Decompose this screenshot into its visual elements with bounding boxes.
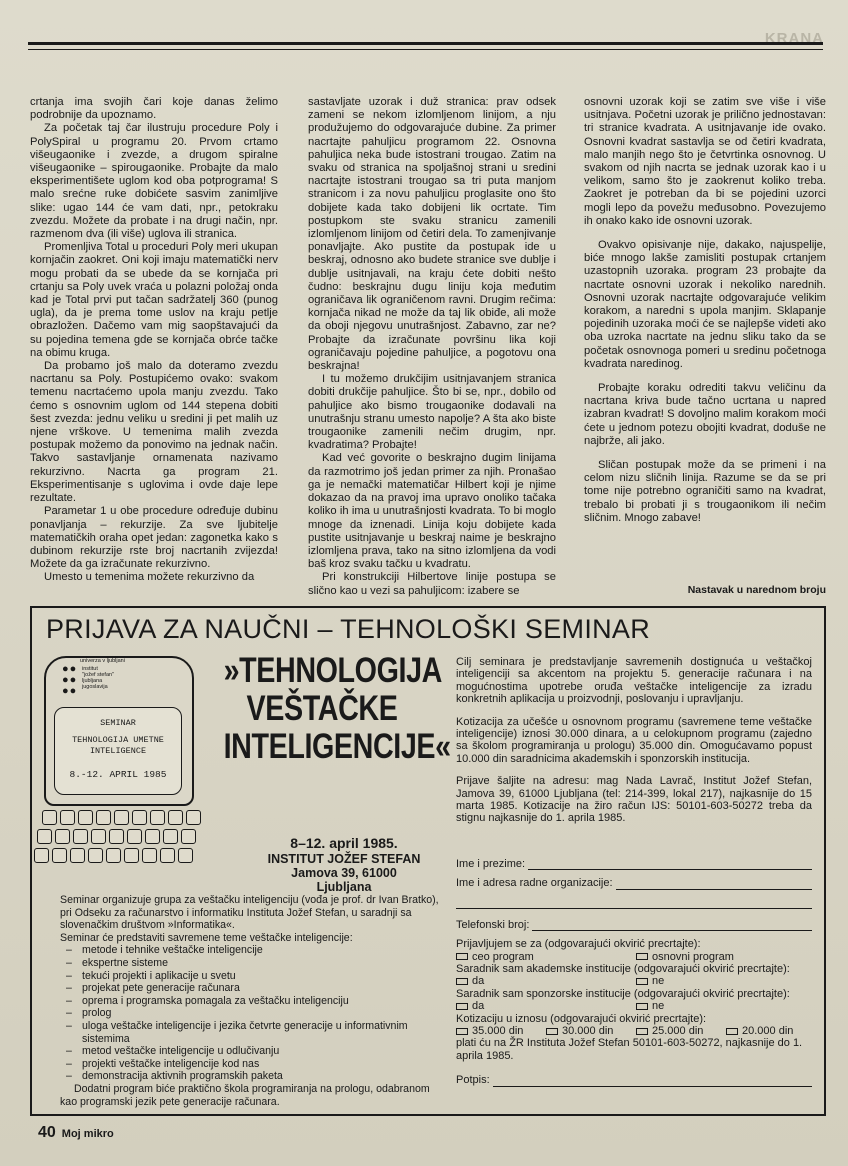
fee-option-1[interactable] <box>456 1025 546 1037</box>
checkbox-icon[interactable] <box>546 1028 558 1035</box>
program-intro: Seminar organizuje grupa za veštačku inteligenciju (vođa je prof. dr Ivan Bratko), pri Odseku za računarstvo i informatiku Instituta Jožef Stefan, u saradnji sa slovenačkim društvom »Informatika«. <box>60 894 439 932</box>
option-label: 20.000 din <box>742 1025 794 1038</box>
continued-note: Nastavak u narednom broju <box>687 584 826 596</box>
paragraph: I tu možemo drukčijim usitnjavanjem stranica dobiti drukčije pahuljice. Što bi se, npr., dobilo od pahuljice ako bismo trougaonike dodavali na unutrašnju stranu umesto napolje? A šta ako biste trougaonike zamenili nečim drugim, npr. kvadratima? Probajte! <box>308 373 556 452</box>
event-address: Jamova 39, 61000 Ljubljana <box>291 866 397 894</box>
checkbox-icon[interactable] <box>456 1003 468 1010</box>
list-item: – demonstracija aktivnih programskih paketa <box>60 1070 440 1083</box>
article-column-3 <box>584 96 826 525</box>
list-item: – projekti veštačke inteligencije kod nas <box>60 1058 440 1071</box>
paragraph: Parametar 1 u obe procedure određuje dubinu ponavljanja – rekurzije. Za sve ljubitelje matematičkih oraha opet jedan: zagonetka kako s dubinom rekurzije rste broj nacrtanih zvijezda! Možete da ga izračunate rekurzivno. <box>30 505 278 571</box>
form-title: PRIJAVA ZA NAUČNI – TEHNOLOŠKI SEMINAR <box>46 614 651 644</box>
fee-note: plati ću na ŽR Instituta Jožef Stefan 50101-603-50272, najkasnije do 1. aprila 1985. <box>456 1037 803 1062</box>
logo-dots-icon: ●● ●● ●● <box>62 663 78 697</box>
paragraph: Probajte koraku odrediti takvu veličinu da nacrtana kriva bude tačno ucrtana u napred izabran kvadrat! S dovoljno malim korakom moći ćete u jednom potezu obojiti kvadrat, doduše ne najbrže, ali jako. <box>584 382 826 447</box>
paragraph: crtanja ima svojih čari koje danas želimo podrobnije da upoznamo. <box>30 96 278 122</box>
paragraph: sastavljate uzorak i duž stranica: prav odsek zameni se nekom izlomljenom linijom, a nju produžujemo do odgovarajuće dubine. Za primer nacrtajte pahuljicu programom 22. Osnovna pahuljica neka bude istostrani trougao. Zatim na svaku od stranica na spoljašnoj strani u sredini nacrtajte istostrani trougao sa tri puta manjom stranicom i za novu pahuljicu proglasite ono što dobijete kada tako dobijeni lik ocrtate. Tim postupkom ste svaku stranicu zamenili izlomljenom linijom od četiri dela. To zamenjivanje ponavljajte. Ako pustite da postupak ide u beskraj, odnosno ako budete stranice sve dublje i dublje usitnjavali, na kraju ćete dobiti nešto čudno: beskrajnu dugu liniju koja međutim ograničava lik ograničenom ravni. Drugim rečima: kornjača nikad ne može da taj lik obiđe, ali može da oboji njegovu unutrašnjost. Zabavno, zar ne? Probajte da izračunate površinu lika koji ograničavaju pojedine pahuljice, a pogotovu ona beskrajna! <box>308 96 556 373</box>
paragraph: osnovni uzorak koji se zatim sve više i više usitnjava. Početni uzorak je prilično jednostavan: tri stranice kvadrata. A usitnjavanje ide ovako. Osnovni kvadrat sastavlja se od četiri kvadrata, malo manjih nego što je četvrtinka osnovnog. U svakom od njih nacrta se jednak uzorak kao i u velikom, samo što je zaokrenut koliko treba. Zaokret je potreban da bi se pojedini uzorci mogli lepo da povežu međusobno. Povezujemo ih onako kako ide osnovni uzorak. <box>584 96 826 227</box>
logo-line: institut <box>82 666 98 672</box>
fee-label: Kotizaciju u iznosu (odgovarajući okvirić precrtajte): <box>456 1012 707 1025</box>
name-input-line[interactable] <box>528 860 812 870</box>
topic-list <box>60 944 440 1083</box>
key-icon <box>55 829 70 844</box>
page-number: 40 <box>38 1124 56 1141</box>
key-icon <box>142 848 157 863</box>
key-icon <box>163 829 178 844</box>
logo-top-text: univerza v ljubljani <box>80 658 125 664</box>
sponsor-options <box>456 1000 812 1012</box>
option-label: 30.000 din <box>562 1025 614 1038</box>
program-lead: Seminar će predstaviti savremene teme veštačke inteligencije: <box>60 931 353 944</box>
event-institute: INSTITUT JOŽEF STEFAN <box>267 852 421 866</box>
phone-input-line[interactable] <box>532 921 812 931</box>
logo-line: jugoslavija <box>82 684 108 690</box>
sponsor-no[interactable] <box>636 1000 664 1012</box>
key-icon <box>186 810 201 825</box>
key-icon <box>132 810 147 825</box>
organization-field[interactable] <box>456 877 812 889</box>
magazine-name: Moj mikro <box>61 1128 114 1140</box>
seminar-big-title: »TEHNOLOGIJA VEŠTAČKE INTELIGENCIJE« <box>223 651 451 766</box>
checkbox-icon[interactable] <box>456 1028 468 1035</box>
option-label: ne <box>652 975 665 988</box>
paragraph: Ovakvo opisivanje nije, dakako, najuspelije, biće mnogo lakše zamisliti postupak crtanjem uzastopnih uzoraka. program 23 probajte da nacrtate osnovni uzorak i nekoliko narednih. Osnovni uzorak nacrtajte odgovarajuće velikim korakom, a naredni s upola manjim. Sklapanje pojedinih uzoraka moći će se najlepše videti ako oba uzroka nacrtate na jednu sliku tako da se početak osnovnoga pomeri u sredinu početnoga kvadrata naredinog. <box>584 239 826 370</box>
key-icon <box>150 810 165 825</box>
option-label: 35.000 din <box>472 1025 524 1038</box>
paragraph: Sličan postupak može da se primeni i na celom nizu sličnih linija. Razume se da se pri tome nije potrebno ograničiti samo na kvadrat, trebalo bi probati ji s trougaonikom ili nečim sličnim. Mnogo zabave! <box>584 459 826 524</box>
signature-input-line[interactable] <box>493 1077 812 1087</box>
list-item: – metode i tehnike veštačke inteligencije <box>60 944 440 957</box>
checkbox-icon[interactable] <box>636 978 648 985</box>
key-icon <box>70 848 85 863</box>
list-item: – oprema i programska pomagala za veštačku inteligenciju <box>60 995 440 1008</box>
academic-no[interactable] <box>636 975 664 987</box>
article-column-1 <box>30 96 278 585</box>
checkbox-icon[interactable] <box>636 1028 648 1035</box>
logo-text <box>82 666 114 690</box>
organization-input-line[interactable] <box>616 880 812 890</box>
key-icon <box>34 848 49 863</box>
sponsor-label: Saradnik sam sponzorske institucije (odgovarajući okvirić precrtajte): <box>456 987 790 1000</box>
name-field[interactable] <box>456 858 812 870</box>
option-full-program[interactable] <box>456 951 636 963</box>
checkbox-icon[interactable] <box>636 953 648 960</box>
academic-label: Saradnik sam akademske institucije (odgovarajući okvirić precrtajte): <box>456 963 790 976</box>
key-icon <box>124 848 139 863</box>
option-basic-program[interactable] <box>636 951 734 963</box>
key-icon <box>78 810 93 825</box>
fee-option-3[interactable] <box>636 1025 726 1037</box>
key-icon <box>168 810 183 825</box>
key-icon <box>60 810 75 825</box>
sponsor-yes[interactable] <box>456 1000 636 1012</box>
list-item: – ekspertne sisteme <box>60 957 440 970</box>
checkbox-icon[interactable] <box>636 1003 648 1010</box>
field-label: Potpis: <box>456 1074 490 1087</box>
key-icon <box>96 810 111 825</box>
field-label: Ime i adresa radne organizacije: <box>456 877 613 890</box>
organization-extra-line[interactable] <box>456 897 812 909</box>
academic-yes[interactable] <box>456 975 636 987</box>
paragraph: Za početak taj čar ilustruju procedure Poly i PolySpiral u programu 20. Prvom crtamo višeugaonike i zvezde, a drugom spiralne višeugaonike – spirougaonike. Probajte da malo eksperimentišete uglom kod oba potprograma! S malo srećne ruke dobićete sasvim zanimljive slike: ugao 144 će vam dati, npr., petokraku zvezdu. Možete da probate i na drugi način, npr. razmenom dva (ili više) uglova ili stranica. <box>30 122 278 241</box>
key-icon <box>91 829 106 844</box>
event-date: 8–12. april 1985. <box>290 835 398 851</box>
screen-date: 8.-12. APRIL 1985 <box>69 769 167 780</box>
event-info <box>264 836 424 894</box>
key-icon <box>88 848 103 863</box>
screen-line: SEMINAR <box>100 718 136 728</box>
checkbox-icon[interactable] <box>726 1028 738 1035</box>
field-label: Ime i prezime: <box>456 858 526 870</box>
option-label: da <box>472 1000 485 1013</box>
keyboard-illustration <box>34 808 209 870</box>
field-label: Telefonski broj: <box>456 918 530 931</box>
top-rule <box>28 42 823 50</box>
description-paragraph: Cilj seminara je predstavljanje savremenih dostignuća u veštačkoj inteligenciji sa akcentom na projektu 5. generacije računara i na mogućnostima upotrebe oruđa veštačke inteligencije za izradu konkretnih aplikacija u proizvodnji, poslovanju i upravljanju. <box>456 656 812 706</box>
fee-options <box>456 1025 812 1037</box>
program-options <box>456 951 812 963</box>
key-icon <box>178 848 193 863</box>
key-icon <box>145 829 160 844</box>
list-item: – uloga veštačke inteligencije i jezika četvrte generacije u informativnim sistemima <box>60 1020 440 1045</box>
option-label: osnovni program <box>652 950 734 963</box>
seminar-program <box>60 894 440 1108</box>
section-header-tag: KRANA <box>764 30 824 47</box>
key-icon <box>114 810 129 825</box>
option-label: ne <box>652 1000 665 1013</box>
screen-line: TEHNOLOGIJA UMETNE <box>72 735 164 745</box>
key-icon <box>127 829 142 844</box>
phone-field[interactable] <box>456 919 812 931</box>
option-label: da <box>472 975 485 988</box>
paragraph: Da probamo još malo da doteramo zvezdu nacrtanu sa Poly. Postupićemo ovako: svakom temenu nacrtaćemo upola manju zvezdu. Tako ćemo s osnovnim uglom od 144 stepena dobiti šest zvezda: jednu veliku u sredini ji pet malih uz njene vrškove. U temenima malih zvezda postupak možemo da ponovimo na jednak način. Takvo sastavljanje ornamenata nazivamo rekurzivno. Nacrta ga program 21. Eksperimentisanje s uglovima i ovde daje lepe rezultate. <box>30 360 278 505</box>
checkbox-icon[interactable] <box>456 978 468 985</box>
list-item: – projekat pete generacije računara <box>60 982 440 995</box>
logo-line: ljubljana <box>82 678 103 684</box>
option-label: 25.000 din <box>652 1025 704 1038</box>
description-paragraph: Kotizacija za učešće u osnovnom programu (savremene teme veštačke inteligencije) iznosi 30.000 dinara, a u celokupnom programu (zajedno sa školom programiranja u prologu) 35.000 din. Omogućavamo popust 10.000 din saradnicima akademskih i sponzorskih institucija. <box>456 715 812 765</box>
key-icon <box>73 829 88 844</box>
article-column-2 <box>308 96 556 598</box>
form-fields <box>456 858 812 1094</box>
list-item: – tekući projekti i aplikacije u svetu <box>60 970 440 983</box>
register-label: Prijavljujem se za (odgovarajući okvirić precrtajte): <box>456 938 701 951</box>
paragraph: Umesto u temenima možete rekurzivno da <box>44 571 255 584</box>
key-icon <box>52 848 67 863</box>
paragraph: Promenljiva Total u proceduri Poly meri ukupan kornjačin zaokret. Oni koji imaju matematički nerv mogu probati da se ubede da se kornjača pri crtanju sa Poly uvek vraća u polazni položaj onda kad je Total prvi put tačan sadržatelj 360 (punog ugla), da je prema tome uslov na kraju petlje obrazložen. Dačemo vam mig saopštavajući da su pojedina temena gde se kornjača obrće tačke na obimu kruga. <box>30 241 278 359</box>
list-item: – metod veštačke inteligencije u odlučivanju <box>60 1045 440 1058</box>
page-footer <box>38 1124 114 1142</box>
key-icon <box>37 829 52 844</box>
key-icon <box>109 829 124 844</box>
key-icon <box>42 810 57 825</box>
description-paragraph: Prijave šaljite na adresu: mag Nada Lavrač, Institut Jožef Stefan, Jamova 39, 61000 Ljubljana (tel: 214-399, lokal 217), najkasnije do 15 marta 1985. Kotizacije na žiro račun IJS: 50101-603-50272 treba da stignu najkasnije do 1. aprila 1985. <box>456 775 812 825</box>
paragraph: Pri konstrukciji Hilbertove linije postupa se slično kao u vezi sa pahuljicom: izabere se <box>308 571 556 597</box>
logo-line: "jožef stefan" <box>82 672 115 678</box>
monitor-screen <box>54 707 182 795</box>
key-icon <box>181 829 196 844</box>
list-item: – prolog <box>60 1007 440 1020</box>
seminar-description <box>456 656 812 825</box>
option-label: ceo program <box>472 950 534 963</box>
key-icon <box>160 848 175 863</box>
signature-field[interactable] <box>456 1074 812 1086</box>
program-outro: Dodatni program biće praktično škola programiranja na prologu, odabranom kao programski jezik pete generacije računara. <box>60 1082 430 1108</box>
fee-option-2[interactable] <box>546 1025 636 1037</box>
checkbox-icon[interactable] <box>456 953 468 960</box>
fee-option-4[interactable] <box>726 1025 793 1037</box>
paragraph: Kad već govorite o beskrajno dugim linijama da razmotrimo još jedan primer za njih. Pronašao ga je nemački matematičar Hilbert koji je njime dokazao da na pravoj ima upravo onoliko tačaka koliko ih ima u unutrašnjosti kvadrata. To bi moglo mnoge da iznenadi. Linija koju dobijete kada pustite usitnjavanje u beskraj naime je beskrajno izlomljena prava, tako na sitno izlomljena da vodi baš kroz svaku tačku u kvadratu. <box>308 452 556 571</box>
key-icon <box>106 848 121 863</box>
academic-options <box>456 975 812 987</box>
screen-line: INTELIGENCE <box>89 746 147 756</box>
